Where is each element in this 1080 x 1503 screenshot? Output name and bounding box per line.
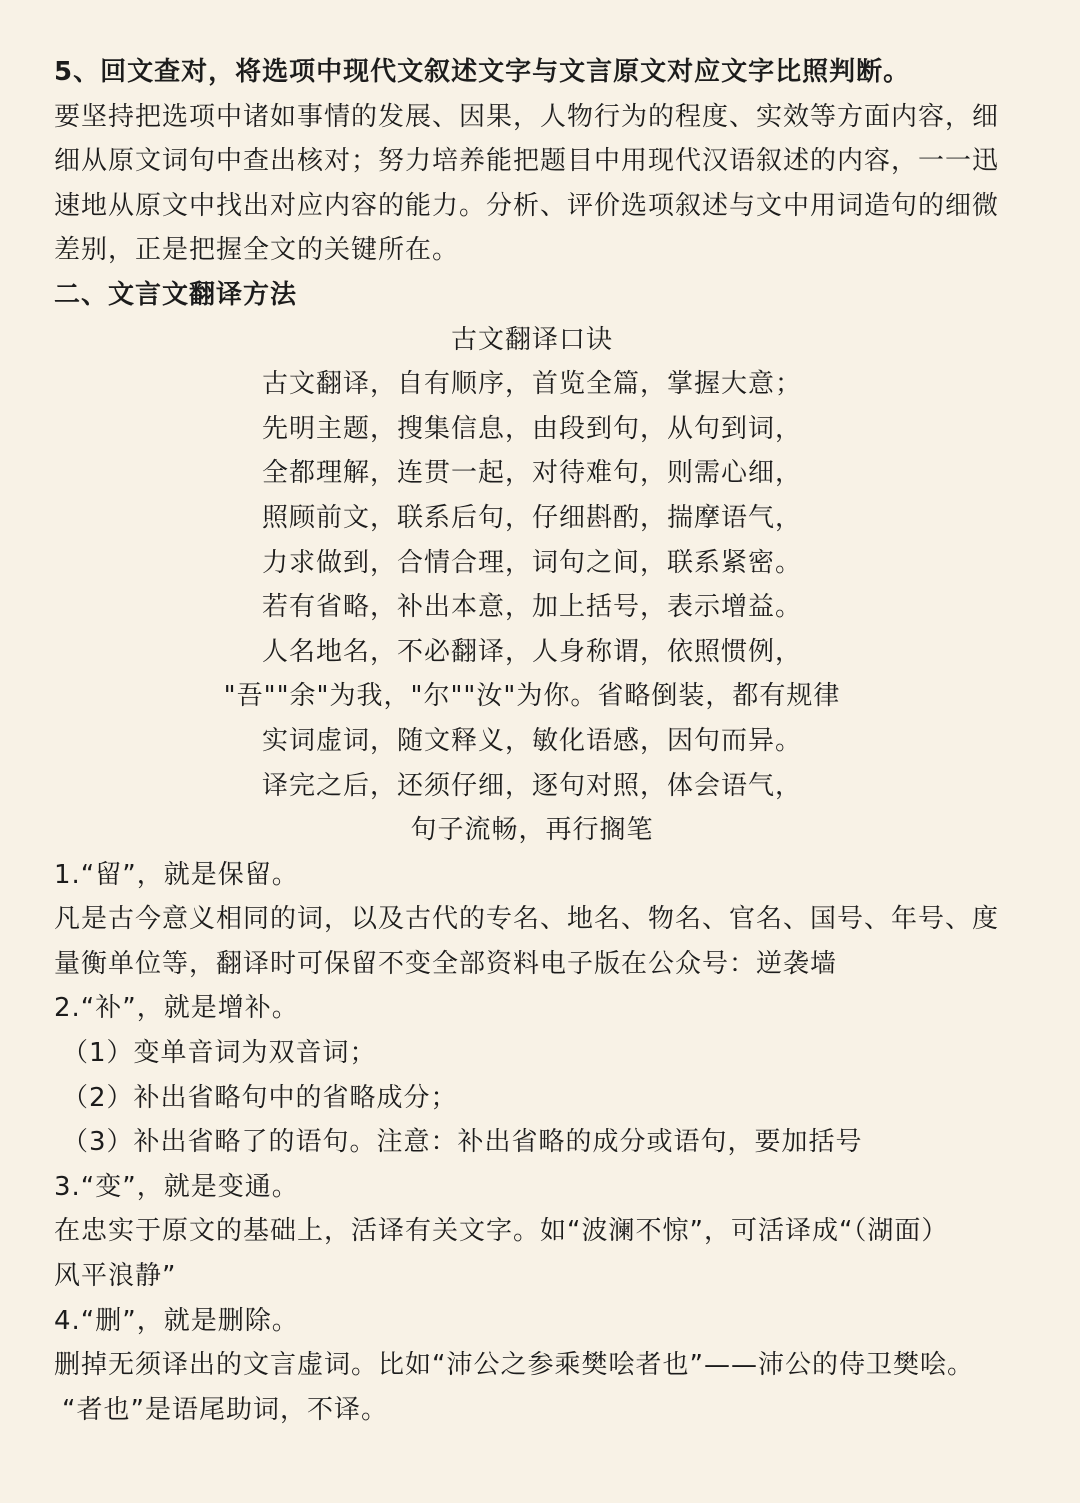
poem-line: 人名地名，不必翻译，人身称谓，依照惯例， [261, 636, 802, 667]
section2-heading: 二、文言文翻译方法 [54, 279, 298, 310]
poem-line: 古文翻译，自有顺序，首览全篇，掌握大意； [261, 369, 802, 400]
method1-line: 量衡单位等，翻译时可保留不变全部资料电子版在公众号：逆袭墙 [54, 948, 838, 979]
poem-title: 古文翻译口诀 [450, 324, 613, 355]
method4-line: “者也”是语尾助词，不译。 [62, 1394, 388, 1425]
method3-title: 3.“变”，就是变通。 [54, 1171, 299, 1202]
poem-line: "吾""余"为我，"尔""汝"为你。省略倒装，都有规律 [223, 681, 841, 712]
method3-line: 在忠实于原文的基础上，活译有关文字。如“波澜不惊”，可活译成“（湖面） [54, 1216, 949, 1247]
method4-line: 删掉无须译出的文言虚词。比如“沛公之参乘樊哙者也”——沛公的侍卫樊哙。 [54, 1350, 974, 1381]
method1-title: 1.“留”，就是保留。 [54, 859, 299, 890]
poem-line: 力求做到，合情合理，词句之间，联系紧密。 [261, 547, 802, 578]
method2-title: 2.“补”，就是增补。 [54, 993, 299, 1024]
section5-body-line: 细从原文词句中查出核对；努力培养能把题目中用现代汉语叙述的内容，一一迅 [54, 146, 1000, 177]
poem-line: 句子流畅，再行搁笔 [410, 815, 654, 846]
method2-line: （3）补出省略了的语句。注意：补出省略的成分或语句，要加括号 [62, 1127, 863, 1158]
method2-line: （2）补出省略句中的省略成分； [62, 1082, 458, 1113]
section5-body-line: 要坚持把选项中诸如事情的发展、因果，人物行为的程度、实效等方面内容，细 [54, 101, 1000, 132]
poem-line: 照顾前文，联系后句，仔细斟酌，揣摩语气， [261, 502, 802, 533]
method2-line: （1）变单音词为双音词； [62, 1038, 377, 1069]
method3-line: 风平浪静” [54, 1261, 177, 1292]
poem-line: 若有省略，补出本意，加上括号，表示增益。 [261, 592, 802, 623]
section5-body-line: 差别，正是把握全文的关键所在。 [54, 235, 460, 266]
poem-line: 全都理解，连贯一起，对待难句，则需心细， [261, 458, 802, 489]
method4-title: 4.“删”，就是删除。 [54, 1305, 299, 1336]
poem-line: 译完之后，还须仔细，逐句对照，体会语气， [261, 770, 802, 801]
section5-heading: 5、回文查对，将选项中现代文叙述文字与文言原文对应文字比照判断。 [54, 57, 911, 87]
poem-line: 实词虚词，随文释义，敏化语感，因句而异。 [261, 725, 802, 756]
section5-body-line: 速地从原文中找出对应内容的能力。分析、评价选项叙述与文中用词造句的细微 [54, 190, 1000, 221]
poem-line: 先明主题，搜集信息，由段到句，从句到词， [261, 413, 802, 444]
method1-line: 凡是古今意义相同的词，以及古代的专名、地名、物名、官名、国号、年号、度 [54, 904, 1000, 935]
